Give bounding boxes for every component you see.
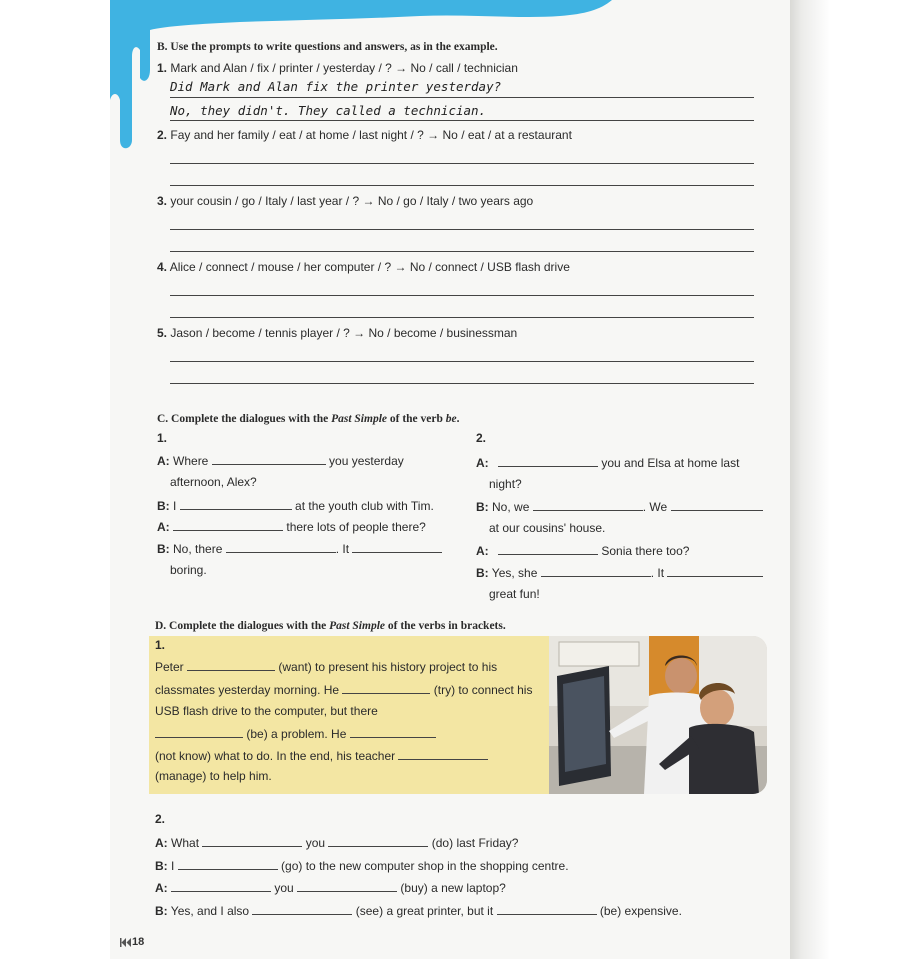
answer-blank[interactable] bbox=[398, 748, 488, 760]
c2-line-1-cont: night? bbox=[489, 477, 522, 491]
answer-line-question[interactable] bbox=[170, 229, 754, 230]
answer-blank[interactable] bbox=[171, 880, 271, 892]
b-item-answer-prompt: No / connect / USB flash drive bbox=[409, 260, 570, 274]
answer-blank[interactable] bbox=[350, 726, 436, 738]
d2-line-3: A: you (buy) a new laptop? bbox=[155, 881, 506, 895]
c1-line-1-cont: afternoon, Alex? bbox=[170, 475, 257, 489]
answer-blank[interactable] bbox=[667, 565, 763, 577]
paragraph-number: 1. bbox=[155, 638, 166, 652]
b-item-num: 2. bbox=[157, 128, 168, 142]
answer-line-question[interactable] bbox=[170, 163, 754, 164]
b-item-prompt: Jason / become / tennis player / ? bbox=[170, 326, 350, 340]
answer-line bbox=[170, 120, 754, 121]
answer-blank[interactable] bbox=[180, 498, 292, 510]
answer-blank[interactable] bbox=[498, 543, 598, 555]
b-item-answer-prompt: No / go / Italy / two years ago bbox=[377, 194, 534, 208]
section-d-heading: D. Complete the dialogues with the Past Simple of the verbs in brackets. bbox=[155, 620, 506, 632]
b-item-2 bbox=[157, 128, 572, 142]
dialogue-number: 2. bbox=[476, 431, 487, 445]
example-answer: No, they didn't. They called a technician. bbox=[170, 103, 487, 118]
b-item-num: 4. bbox=[157, 260, 168, 274]
answer-line-answer[interactable] bbox=[170, 251, 754, 252]
c1-line-4: B: No, there . It bbox=[157, 541, 442, 556]
d1-line-4: (be) a problem. He bbox=[155, 726, 436, 741]
d1-line-2: classmates yesterday morning. He (try) to connect his bbox=[155, 683, 533, 697]
paragraph-number: 2. bbox=[155, 812, 166, 826]
section-b-heading: B. Use the prompts to write questions and answers, as in the example. bbox=[157, 41, 498, 53]
d2-line-2: B: I (go) to the new computer shop in the shopping centre. bbox=[155, 859, 569, 873]
b-item-answer-prompt: No / become / businessman bbox=[368, 326, 518, 340]
c1-line-4-cont: boring. bbox=[170, 563, 207, 577]
c2-line-4: B: Yes, she . It bbox=[476, 565, 763, 580]
dialogue-number: 1. bbox=[157, 431, 168, 445]
answer-blank[interactable] bbox=[173, 519, 283, 531]
b-item-1 bbox=[157, 61, 518, 75]
answer-blank[interactable] bbox=[342, 682, 430, 694]
answer-blank[interactable] bbox=[252, 903, 352, 915]
arrow-icon: → bbox=[395, 61, 408, 75]
c2-line-2-cont: at our cousins' house. bbox=[489, 521, 606, 535]
arrow-icon: → bbox=[427, 128, 440, 142]
b-item-prompt: Mark and Alan / fix / printer / yesterday / ? bbox=[170, 61, 392, 75]
b-item-answer-prompt: No / eat / at a restaurant bbox=[442, 128, 572, 142]
answer-blank[interactable] bbox=[212, 453, 326, 465]
c2-line-2: B: No, we . We bbox=[476, 499, 763, 514]
answer-line-question[interactable] bbox=[170, 295, 754, 296]
answer-blank[interactable] bbox=[297, 880, 397, 892]
c1-line-3: A: there lots of people there? bbox=[157, 520, 426, 534]
answer-blank[interactable] bbox=[202, 835, 302, 847]
example-question: Did Mark and Alan fix the printer yesterday? bbox=[170, 79, 502, 94]
answer-line-question[interactable] bbox=[170, 361, 754, 362]
c2-line-4-cont: great fun! bbox=[489, 587, 540, 601]
d1-line-5: (not know) what to do. In the end, his teacher bbox=[155, 748, 488, 763]
answer-blank[interactable] bbox=[541, 565, 651, 577]
b-item-prompt: Fay and her family / eat / at home / last night / ? bbox=[170, 128, 424, 142]
b-item-3 bbox=[157, 194, 533, 208]
arrow-icon: → bbox=[394, 260, 407, 274]
b-item-num: 3. bbox=[157, 194, 168, 208]
students-computer-photo bbox=[549, 636, 767, 794]
b-item-num: 5. bbox=[157, 326, 168, 340]
answer-blank[interactable] bbox=[671, 499, 763, 511]
answer-blank[interactable] bbox=[328, 835, 428, 847]
d1-line-3: USB flash drive to the computer, but there bbox=[155, 704, 378, 718]
answer-blank[interactable] bbox=[226, 541, 336, 553]
arrow-icon: → bbox=[362, 194, 375, 208]
c2-line-3: A: Sonia there too? bbox=[476, 544, 690, 558]
answer-line bbox=[170, 97, 754, 98]
answer-line-answer[interactable] bbox=[170, 317, 754, 318]
d2-line-4: B: Yes, and I also (see) a great printer, but it (be) expensive. bbox=[155, 904, 682, 918]
answer-blank[interactable] bbox=[533, 499, 643, 511]
b-item-5 bbox=[157, 326, 517, 340]
answer-line-answer[interactable] bbox=[170, 185, 754, 186]
d2-line-1: A: What you (do) last Friday? bbox=[155, 836, 519, 850]
b-item-answer-prompt: No / call / technician bbox=[410, 61, 518, 75]
b-item-prompt: Alice / connect / mouse / her computer / ? bbox=[169, 260, 392, 274]
d1-line-1: Peter (want) to present his history project to his bbox=[155, 660, 498, 674]
d1-line-6: (manage) to help him. bbox=[155, 769, 272, 783]
answer-blank[interactable] bbox=[497, 903, 597, 915]
b-item-prompt: your cousin / go / Italy / last year / ? bbox=[170, 194, 360, 208]
c2-line-1: A: you and Elsa at home last bbox=[476, 456, 740, 470]
answer-blank[interactable] bbox=[352, 541, 442, 553]
arrow-icon: → bbox=[353, 326, 366, 340]
answer-blank[interactable] bbox=[187, 659, 275, 671]
b-item-4 bbox=[157, 260, 570, 274]
rewind-icon bbox=[120, 938, 132, 947]
c1-line-2: B: I at the youth club with Tim. bbox=[157, 499, 434, 513]
page-number: 18 bbox=[120, 936, 144, 948]
answer-blank[interactable] bbox=[155, 726, 243, 738]
section-c-heading: C. Complete the dialogues with the Past Simple of the verb be. bbox=[157, 413, 460, 425]
answer-line-answer[interactable] bbox=[170, 383, 754, 384]
answer-blank[interactable] bbox=[178, 858, 278, 870]
b-item-num: 1. bbox=[157, 61, 168, 75]
c1-line-1: A: Where you yesterday bbox=[157, 454, 404, 468]
answer-blank[interactable] bbox=[498, 455, 598, 467]
